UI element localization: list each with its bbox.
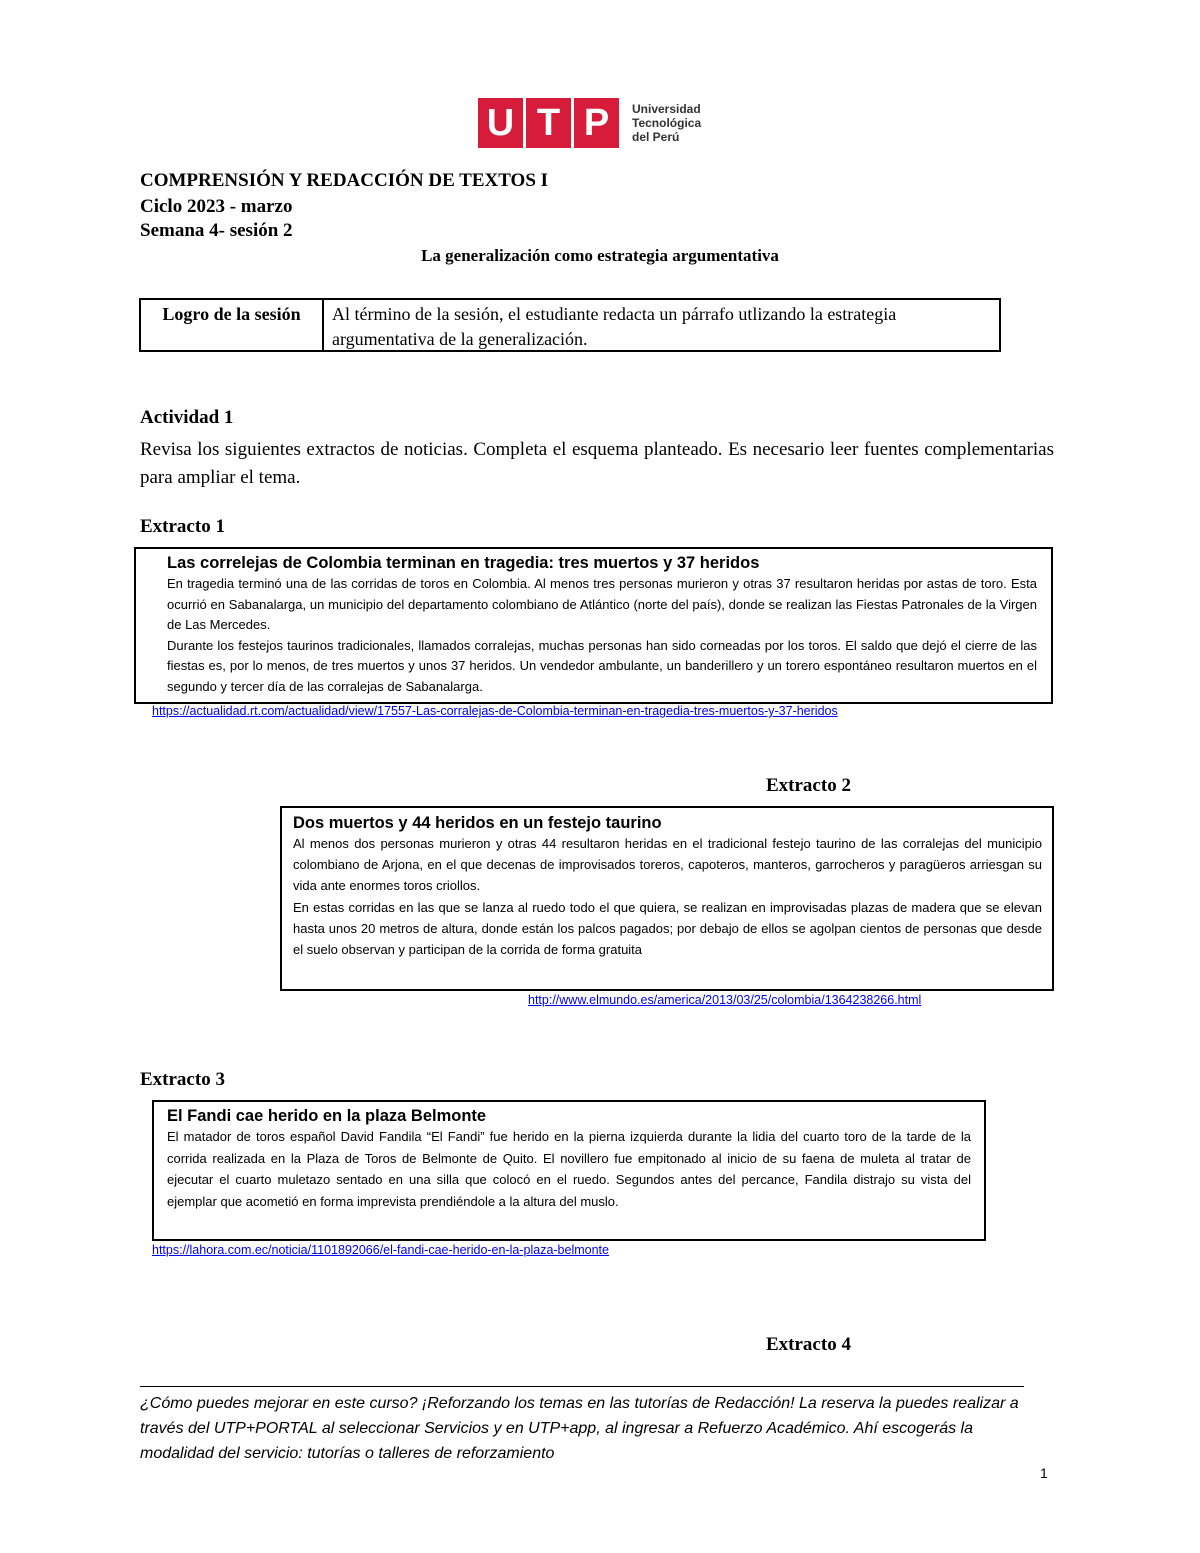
extracto-1-title: Las correlejas de Colombia terminan en tragedia: tres muertos y 37 heridos [167, 554, 760, 572]
logo-letter-t: T [526, 98, 571, 148]
logro-text: Al término de la sesión, el estudiante redacta un párrafo utlizando la estrategia argumentativa de la generalización. [332, 304, 897, 349]
week-line: Semana 4- sesión 2 [140, 220, 293, 241]
logo-line-2: Tecnológica [632, 116, 702, 130]
extracto-2-paragraph: Al menos dos personas murieron y otras 44 resultaron heridas en el tradicional festejo taurino de las corralejas del municipio colombiano de Arjona, en el que decenas de improvisados toreros, capoteros, manteros, garrocheros y paragüeros arriesgan su vida ante enormes toros criollos. [293, 836, 1042, 894]
extracto-2-paragraph: En estas corridas en las que se lanza al ruedo todo el que quiera, se realizan en improvisadas plazas de madera que se elevan hasta unos 20 metros de altura, donde están los palcos pagados; por debajo de ellos se agolpan cientos de personas que desde el suelo observan y participan de la corrida de forma gratuita [293, 899, 1042, 958]
logo-letter-p: P [574, 98, 619, 148]
extracto-3-link[interactable]: https://lahora.com.ec/noticia/1101892066/el-fandi-cae-herido-en-la-plaza-belmonte [152, 1243, 609, 1257]
extracto-1-label: Extracto 1 [140, 516, 225, 537]
extracto-3-title: El Fandi cae herido en la plaza Belmonte [167, 1107, 487, 1125]
logro-label: Logro de la sesión [141, 300, 324, 350]
footer-divider [140, 1386, 1024, 1387]
page-title: La generalización como estrategia argumentativa [421, 246, 779, 265]
cycle-line: Ciclo 2023 - marzo [140, 196, 293, 217]
extracto-3-paragraph: El matador de toros español David Fandila “El Fandi” fue herido en la pierna izquierda durante la lidia del cuarto toro de la tarde de la corrida realizada en la Plaza de Toros de Belmonte de Quito. El novillero fue empitonado al inicio de su faena de muleta al tratar de ejecutar el cuarto muletazo sentado en una silla que colocó en el ruedo. Segundos antes del percance, Fandila distrajo su vista del ejemplar que acometió en forma imprevista prendiéndole a la altura del muslo. [167, 1129, 971, 1209]
extracto-4-label: Extracto 4 [766, 1334, 851, 1355]
footer-note: ¿Cómo puedes mejorar en este curso? ¡Reforzando los temas en las tutorías de Redacción! La reserva la puedes realizar a través del UTP+PORTAL al seleccionar Servicios y en UTP+app, al ingresar a Refuerzo Académico. Ahí escogerás la modalidad del servicio: tutorías o talleres de reforzamiento [140, 1395, 1019, 1462]
utp-logo [478, 98, 701, 148]
course-title: COMPRENSIÓN Y REDACCIÓN DE TEXTOS I [140, 170, 549, 191]
logo-line-1: Universidad [632, 102, 701, 116]
extracto-1-paragraph: Durante los festejos taurinos tradicionales, llamados corralejas, muchas personas han sido corneadas por los toros. El saldo que dejó el cierre de las fiestas es, por lo menos, de tres muertos y unos 37 heridos. Un vendedor ambulante, un banderillero y un torero espontáneo resultaron muertos en el segundo y tercer día de las corralejas de Sabanalarga. [167, 637, 1037, 694]
extracto-1-link[interactable]: https://actualidad.rt.com/actualidad/view/17557-Las-corralejas-de-Colombia-terminan-en-tragedia-tres-muertos-y-37-heridos [152, 704, 838, 718]
actividad-text: Revisa los siguientes extractos de noticias. Completa el esquema planteado. Es necesario leer fuentes complementarias para ampliar el tema. [140, 439, 1054, 488]
extracto-2-label: Extracto 2 [766, 775, 851, 796]
page-number: 1 [1040, 1465, 1048, 1481]
extracto-2-link[interactable]: http://www.elmundo.es/america/2013/03/25/colombia/1364238266.html [528, 993, 922, 1007]
extracto-2-title: Dos muertos y 44 heridos en un festejo taurino [293, 814, 662, 832]
extracto-1-paragraph: En tragedia terminó una de las corridas de toros en Colombia. Al menos tres personas murieron y otras 37 resultaron heridas por astas de toro. Esta ocurrió en Sabanalarga, un municipio del departamento colombiano de Atlántico (norte del país), donde se realizan las Fiestas Patronales de la Virgen de Las Mercedes. [167, 576, 1037, 632]
extracto-2-body [293, 833, 1042, 960]
logro-table [139, 298, 1001, 352]
extracto-1-body [167, 574, 1037, 697]
extracto-3-label: Extracto 3 [140, 1069, 225, 1090]
extracto-3-box [152, 1100, 986, 1241]
logo-text [632, 102, 701, 144]
extracto-2-box [280, 806, 1054, 991]
actividad-heading: Actividad 1 [140, 407, 234, 428]
extracto-3-body [167, 1126, 971, 1212]
extracto-1-box [134, 547, 1053, 704]
logo-line-3: del Perú [632, 130, 680, 144]
logo-letter-u: U [478, 98, 523, 148]
